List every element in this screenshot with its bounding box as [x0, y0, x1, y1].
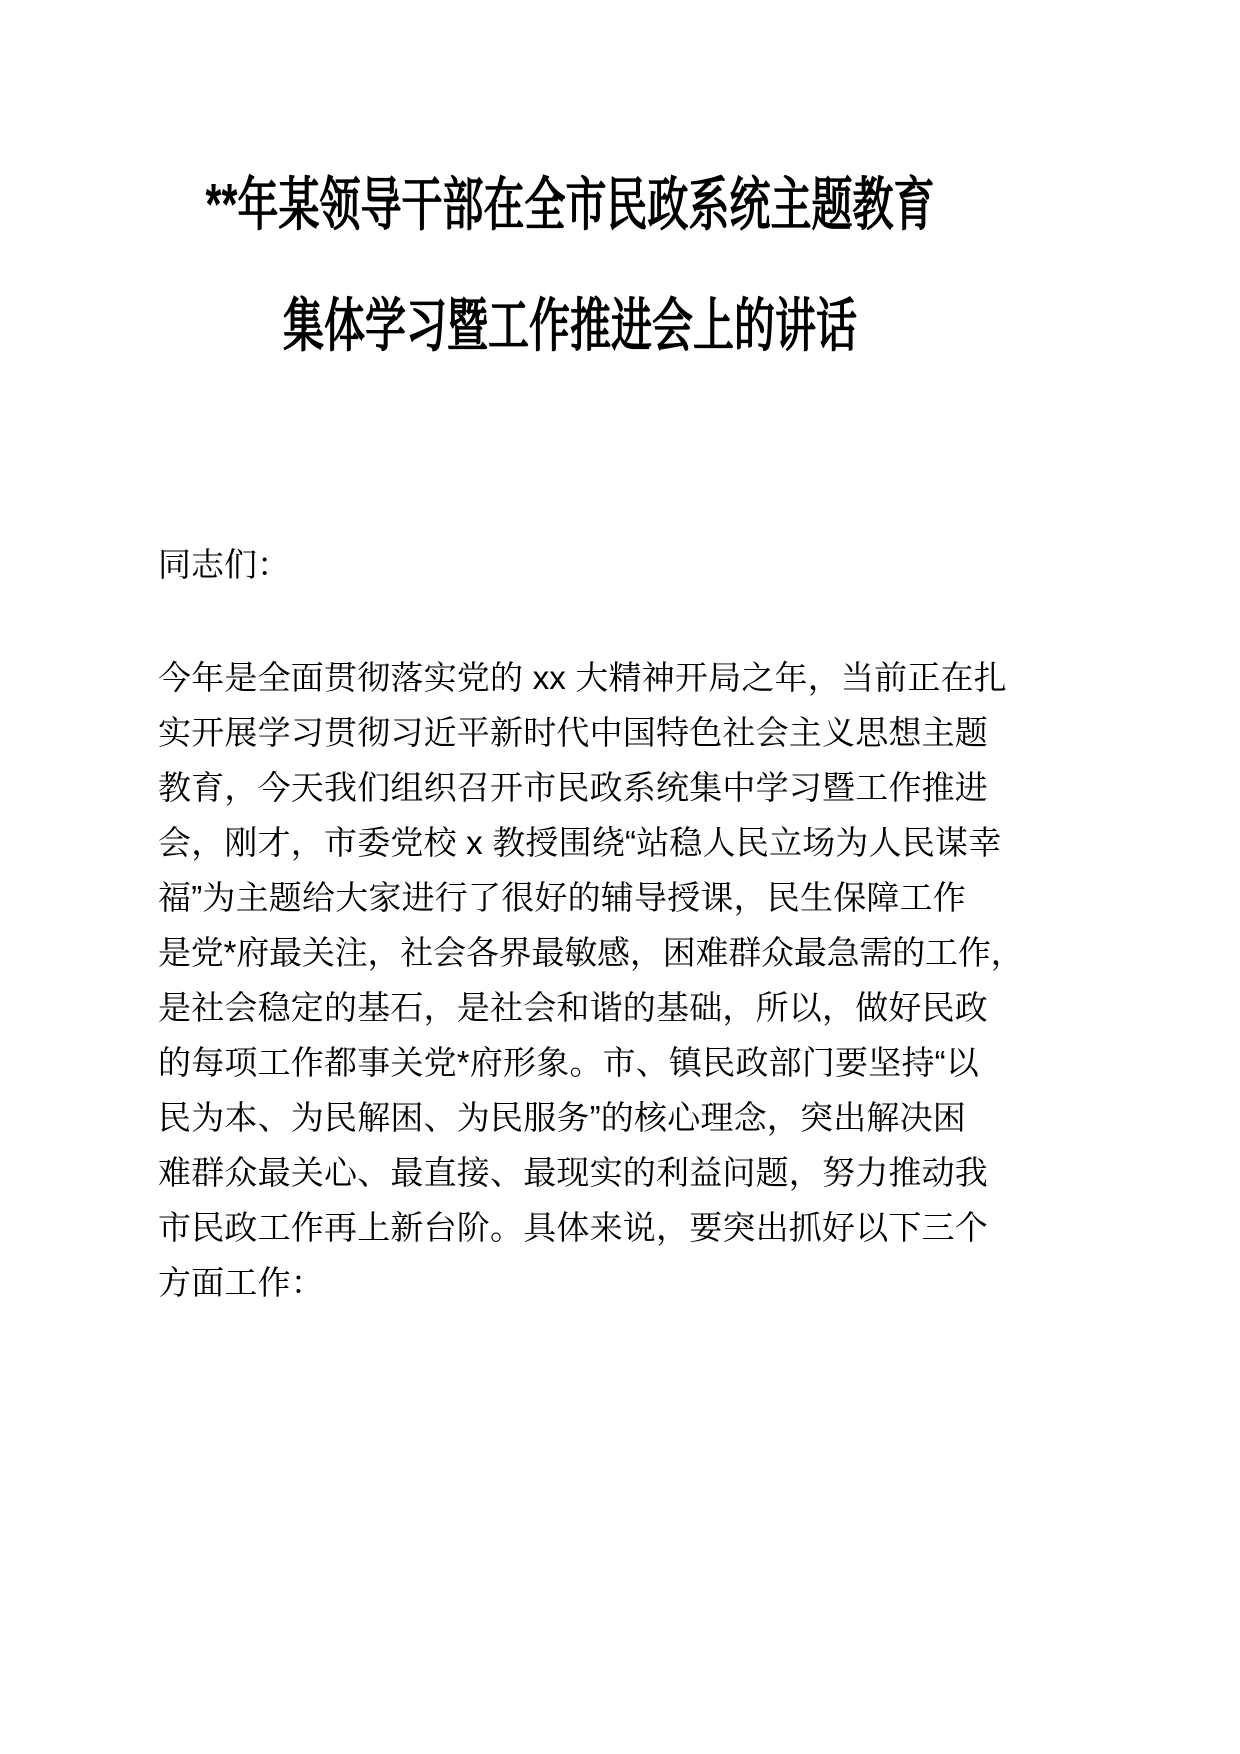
- body-line: 难群众最关心、最直接、最现实的利益问题，努力推动我: [158, 1154, 988, 1191]
- body-line: 会，刚才，市委党校 x 教授围绕“站稳人民立场为人民谋幸: [158, 824, 1002, 861]
- salutation: 同志们：: [158, 546, 290, 583]
- body-line: 的每项工作都事关党*府形象。市、镇民政部门要坚持“以: [158, 1044, 980, 1081]
- body-line: 民为本、为民解困、为民服务”的核心理念，突出解决困: [158, 1099, 966, 1136]
- body-line: 实开展学习贯彻习近平新时代中国特色社会主义思想主题: [158, 714, 988, 751]
- document-content: [158, 0, 1024, 1301]
- page-title-line-1: **年某领导干部在全市民政系统主题教育: [205, 171, 935, 238]
- body-line: 福”为主题给大家进行了很好的辅导授课，民生保障工作: [158, 879, 966, 916]
- body-line: 方面工作：: [158, 1264, 324, 1301]
- body-line: 市民政工作再上新台阶。具体来说，要突出抓好以下三个: [158, 1209, 988, 1246]
- body-line: 是社会稳定的基石，是社会和谐的基础，所以，做好民政: [158, 989, 988, 1026]
- body-line: 是党*府最关注，社会各界最敏感，困难群众最急需的工作，: [158, 934, 1024, 971]
- page-title: [158, 171, 982, 359]
- page-title-line-2: 集体学习暨工作推进会上的讲话: [283, 292, 857, 359]
- body-line: 今年是全面贯彻落实党的 xx 大精神开局之年，当前正在扎: [158, 659, 1007, 696]
- body-paragraph: [158, 650, 1024, 1310]
- body-line: 教育，今天我们组织召开市民政系统集中学习暨工作推进: [158, 769, 988, 806]
